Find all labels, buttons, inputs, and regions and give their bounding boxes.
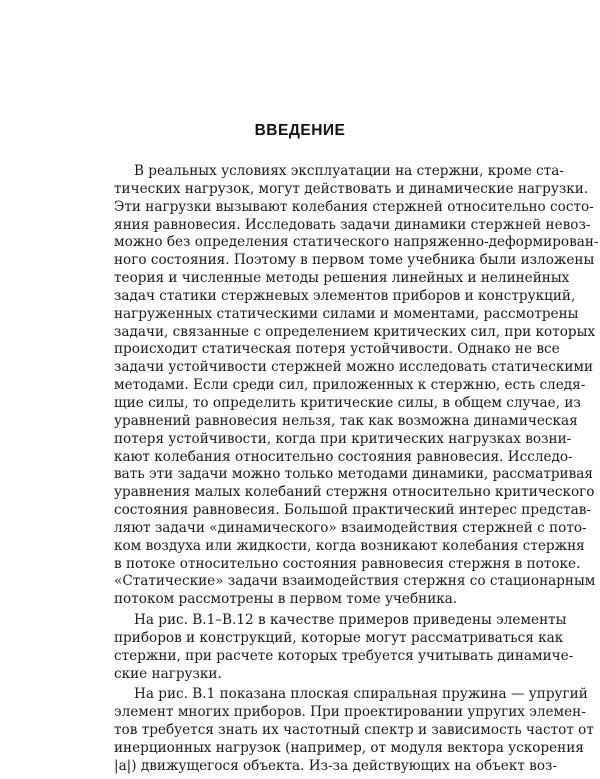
- chapter-title: ВВЕДЕНИЕ: [254, 122, 346, 139]
- text-line: состояния равновесия. Большой практический интерес представ-: [114, 502, 591, 519]
- text-line: щие силы, то определить критические силы, в общем случае, из: [114, 394, 581, 411]
- text-line: В реальных условиях эксплуатации на стержни, кроме ста-: [134, 163, 564, 179]
- text-line: инерционных нагрузок (например, от модуля вектора ускорения: [114, 740, 584, 756]
- text-line: задачи, связанные с определением критических сил, при которых: [114, 323, 596, 340]
- text-line: вать эти задачи можно только методами динамики, рассматривая: [114, 466, 593, 483]
- text-line: приборов и конструкций, которые могут рассматриваться как: [114, 629, 564, 646]
- text-line: задачи устойчивости стержней можно исследовать статическими: [114, 359, 594, 376]
- paragraph-3: [114, 686, 594, 775]
- text-line: уравнения малых колебаний стержня относительно критического: [114, 484, 595, 501]
- paragraph-1: [114, 163, 599, 609]
- text-line: потеря устойчивости, когда при критических нагрузках возни-: [114, 430, 572, 447]
- text-line: ного состояния. Поэтому в первом томе учебника были изложены: [114, 252, 595, 269]
- text-line: нагруженных статическими силами и моментами, рассмотрены: [114, 305, 579, 322]
- text-line: «Статические» задачи взаимодействия стержня со стационарным: [114, 573, 596, 590]
- text-line: На рис. В.1–В.12 в качестве примеров приведены элементы: [134, 612, 567, 629]
- paragraph-2: [114, 612, 574, 683]
- text-line: ком воздуха или жидкости, когда возникают колебания стержня: [114, 537, 585, 554]
- text-line: Эти нагрузки вызывают колебания стержней относительно состо-: [114, 198, 594, 215]
- text-line: |a|) движущегося объекта. Из-за действующих на объект воз-: [114, 757, 558, 774]
- text-line: уравнений равновесия нельзя, так как возможна динамическая: [114, 412, 578, 429]
- text-line: На рис. В.1 показана плоская спиральная пружина — упругий: [134, 686, 588, 703]
- text-line: яния равновесия. Исследовать задачи динамики стержней невоз-: [114, 216, 591, 233]
- text-line: можно без определения статического напряженно-деформирован-: [114, 234, 599, 251]
- text-line: стержни, при расчете которых требуется учитывать динамиче-: [114, 647, 574, 664]
- text-line: ляют задачи «динамического» взаимодействия стержней с пото-: [114, 519, 587, 536]
- text-line: потоком рассмотрены в первом томе учебника.: [114, 591, 458, 608]
- text-line: методами. Если среди сил, приложенных к стержню, есть следя-: [114, 377, 586, 394]
- text-line: задач статики стержневых элементов приборов и конструкций,: [114, 287, 576, 304]
- text-line: кают колебания относительно состояния равновесия. Исследо-: [114, 448, 573, 465]
- text-line: ские нагрузки.: [114, 665, 222, 682]
- text-line: элемент многих приборов. При проектировании упругих элемен-: [114, 704, 586, 721]
- text-line: теория и численные методы решения линейных и нелинейных: [114, 270, 570, 287]
- text-line: тических нагрузок, могут действовать и динамические нагрузки.: [114, 180, 589, 197]
- text-line: в потоке относительно состояния равновесия стержня в потоке.: [114, 555, 581, 572]
- text-line: тов требуется знать их частотный спектр и зависимость частот от: [114, 722, 594, 739]
- text-line: происходит статическая потеря устойчивости. Однако не все: [114, 341, 560, 358]
- body-text: [114, 163, 599, 779]
